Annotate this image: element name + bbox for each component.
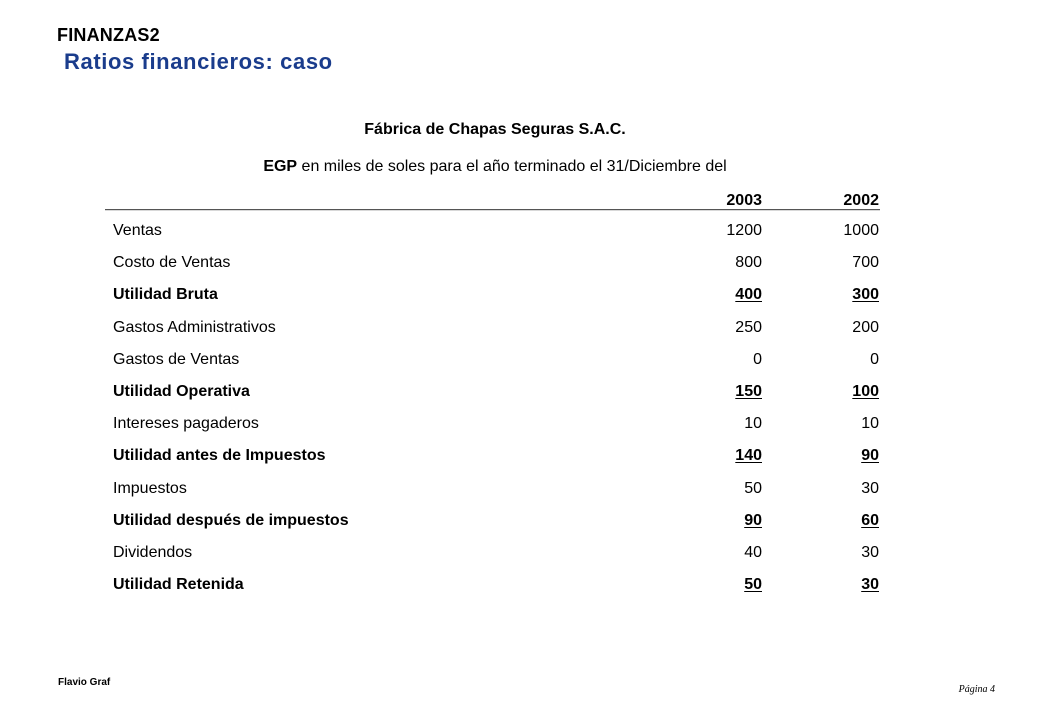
row-label: Ventas xyxy=(113,222,162,239)
row-label: Dividendos xyxy=(113,543,193,561)
value-2002: 30 xyxy=(861,576,879,594)
value-2003: 10 xyxy=(744,415,762,433)
subtitle-egp: EGP xyxy=(263,158,298,175)
row-label: Utilidad después de impuestos xyxy=(113,511,349,529)
value-2003: 90 xyxy=(744,511,762,529)
year-2002-header: 2002 xyxy=(843,192,879,209)
value-2003: 50 xyxy=(744,479,762,497)
table-row xyxy=(0,319,1040,351)
value-2002: 30 xyxy=(861,543,879,561)
statement-subtitle xyxy=(0,158,990,176)
value-2002: 700 xyxy=(852,254,879,272)
year-2003-header: 2003 xyxy=(726,192,762,209)
header-divider xyxy=(105,209,880,211)
table-row xyxy=(0,254,1040,286)
value-2003: 800 xyxy=(735,254,762,272)
table-row xyxy=(0,480,1040,512)
value-2002: 90 xyxy=(861,447,879,465)
value-2002: 100 xyxy=(852,382,879,400)
value-2003: 0 xyxy=(753,350,762,368)
slide-title: Ratios financieros: caso xyxy=(64,49,333,74)
table-row xyxy=(0,512,1040,544)
table-row xyxy=(0,222,1040,254)
value-2003: 1200 xyxy=(726,222,762,239)
value-2002: 30 xyxy=(861,479,879,497)
table-row xyxy=(0,544,1040,576)
value-2003: 400 xyxy=(735,286,762,304)
row-label: Gastos Administrativos xyxy=(113,318,276,336)
row-label: Utilidad Retenida xyxy=(113,576,244,594)
value-2002: 60 xyxy=(861,511,879,529)
author-name: Flavio Graf xyxy=(58,677,111,688)
value-2003: 140 xyxy=(735,447,762,465)
value-2003: 50 xyxy=(744,576,762,594)
value-2002: 10 xyxy=(861,415,879,433)
row-label: Impuestos xyxy=(113,479,187,497)
table-row xyxy=(0,286,1040,318)
table-row xyxy=(0,447,1040,479)
table-row xyxy=(0,415,1040,447)
company-name: Fábrica de Chapas Seguras S.A.C. xyxy=(364,121,626,138)
row-label: Gastos de Ventas xyxy=(113,350,240,368)
row-label: Utilidad antes de Impuestos xyxy=(113,447,326,465)
row-label: Utilidad Bruta xyxy=(113,286,218,304)
value-2003: 150 xyxy=(735,382,762,400)
table-row xyxy=(0,351,1040,383)
table-row xyxy=(0,576,1040,608)
course-label: FINANZAS2 xyxy=(57,25,160,45)
value-2003: 250 xyxy=(735,318,762,336)
subtitle-rest: en miles de soles para el año terminado el 31/Diciembre del xyxy=(297,158,727,175)
table-row xyxy=(0,383,1040,415)
row-label: Costo de Ventas xyxy=(113,254,231,272)
value-2002: 1000 xyxy=(843,222,879,239)
income-statement-table xyxy=(0,222,1040,608)
page-number: Página 4 xyxy=(958,684,995,695)
row-label: Utilidad Operativa xyxy=(113,382,250,400)
value-2002: 0 xyxy=(870,350,879,368)
row-label: Intereses pagaderos xyxy=(113,415,259,433)
value-2002: 300 xyxy=(852,286,879,304)
value-2003: 40 xyxy=(744,543,762,561)
value-2002: 200 xyxy=(852,318,879,336)
